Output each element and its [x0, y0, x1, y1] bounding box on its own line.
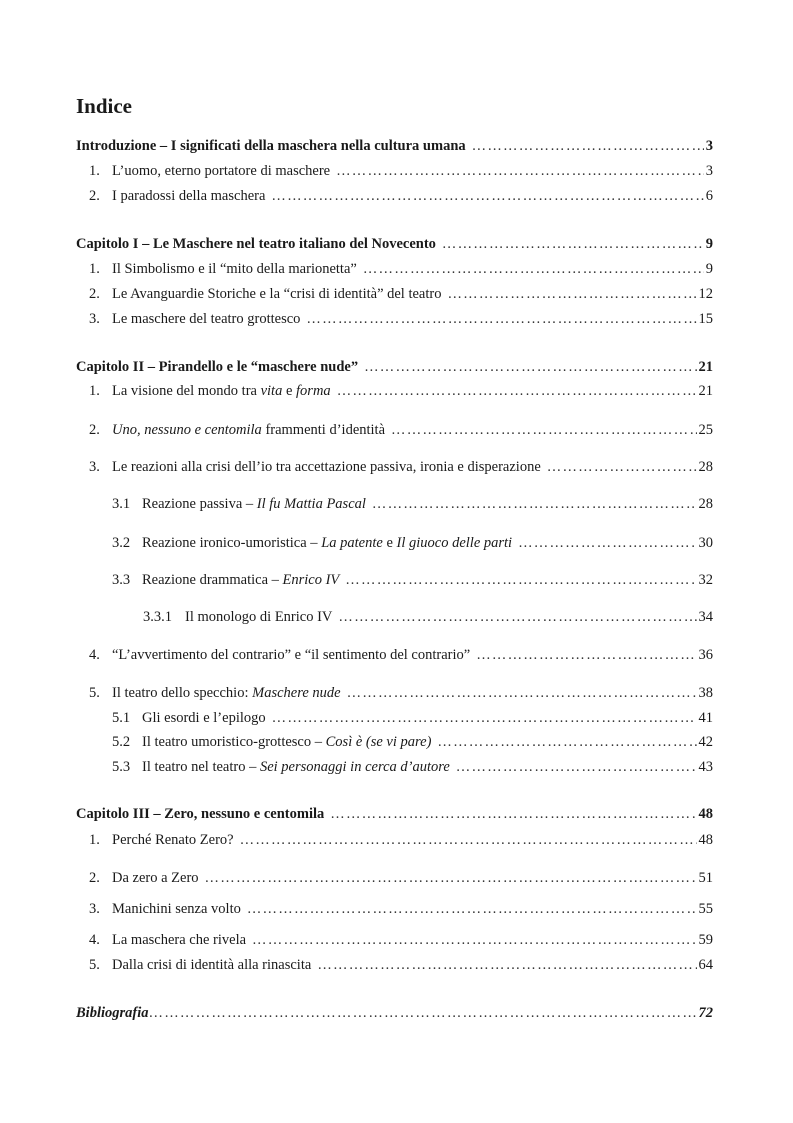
toc-entry-title: Il teatro nel teatro – Sei personaggi in cerca d’autore [142, 759, 450, 775]
toc-entry[interactable] [89, 645, 713, 665]
toc-entry[interactable] [89, 420, 713, 440]
toc-entry-title: La visione del mondo tra vita e forma [112, 383, 331, 399]
toc-entry[interactable] [89, 259, 713, 279]
toc-entry[interactable] [89, 955, 713, 975]
toc-entry-number: 4. [89, 932, 100, 948]
toc-chapter-2[interactable] [76, 357, 713, 377]
toc-page-number: 43 [698, 759, 713, 775]
toc-entry-number: 4. [89, 647, 100, 663]
toc-entry[interactable] [89, 284, 713, 304]
dot-leader [330, 804, 696, 824]
toc-entry[interactable] [143, 607, 713, 627]
dot-leader [205, 868, 697, 888]
toc-page-number: 28 [698, 459, 713, 475]
toc-entry[interactable] [112, 570, 713, 590]
toc-chapter-3[interactable] [76, 804, 713, 824]
toc-entry[interactable] [89, 161, 713, 181]
toc-entry-number: 2. [89, 188, 100, 204]
toc-entry-title: “L’avvertimento del contrario” e “il sentimento del contrario” [112, 647, 471, 663]
toc-page-number: 9 [705, 236, 713, 252]
dot-leader [317, 955, 696, 975]
toc-entry-number: 3.1 [112, 496, 131, 512]
toc-page-number: 21 [698, 383, 713, 399]
toc-page-number: 41 [698, 710, 713, 726]
toc-entry-title: Il Simbolismo e il “mito della marionetta” [112, 261, 357, 277]
toc-entry-title: L’uomo, eterno portatore di maschere [112, 163, 331, 179]
dot-leader [347, 683, 697, 703]
toc-entry[interactable] [112, 757, 713, 777]
dot-leader [476, 645, 696, 665]
toc-entry[interactable] [89, 309, 713, 329]
toc-page-number: 25 [698, 422, 713, 438]
toc-page-number: 6 [705, 188, 713, 204]
toc-entry-title: Gli esordi e l’epilogo [142, 710, 266, 726]
dot-leader [518, 533, 696, 553]
dot-leader [391, 420, 696, 440]
toc-entry-number: 3.3 [112, 572, 131, 588]
toc-entry[interactable] [112, 533, 713, 553]
dot-leader [472, 136, 704, 156]
toc-entry-number: 3. [89, 311, 100, 327]
toc-entry-title: Bibliografia [76, 1005, 149, 1021]
toc-page-number: 51 [698, 870, 713, 886]
toc-entry-number: 3.3.1 [143, 609, 172, 625]
toc-entry[interactable] [89, 899, 713, 919]
dot-leader [272, 708, 697, 728]
toc-page-number: 28 [698, 496, 713, 512]
toc-page-number: 15 [698, 311, 713, 327]
toc-entry-title: Capitolo III – Zero, nessuno e centomila [76, 806, 325, 822]
toc-entry-title: Le reazioni alla crisi dell’io tra accettazione passiva, ironia e disperazione [112, 459, 541, 475]
toc-page-number: 72 [698, 1005, 713, 1021]
toc-page-number: 48 [698, 806, 713, 822]
dot-leader [345, 570, 696, 590]
dot-leader [447, 284, 696, 304]
dot-leader [336, 161, 704, 181]
toc-entry-number: 5.3 [112, 759, 131, 775]
dot-leader [247, 899, 697, 919]
toc-entry-number: 1. [89, 832, 100, 848]
toc-page-number: 30 [698, 535, 713, 551]
dot-leader [149, 1003, 697, 1023]
toc-page-number: 42 [698, 734, 713, 750]
toc-entry-title: Le maschere del teatro grottesco [112, 311, 301, 327]
toc-entry[interactable] [89, 830, 713, 850]
dot-leader [338, 607, 696, 627]
toc-entry-title: Da zero a Zero [112, 870, 199, 886]
toc-entry[interactable] [112, 494, 713, 514]
dot-leader [306, 309, 696, 329]
toc-chapter-1[interactable] [76, 234, 713, 254]
toc-chapter-introduzione[interactable] [76, 136, 713, 156]
toc-entry-title: Le Avanguardie Storiche e la “crisi di identità” del teatro [112, 286, 442, 302]
toc-page-number: 48 [698, 832, 713, 848]
dot-leader [240, 830, 697, 850]
toc-page-number: 32 [698, 572, 713, 588]
toc-entry-number: 3. [89, 901, 100, 917]
page-title: Indice [76, 94, 133, 118]
toc-entry-title: Capitolo II – Pirandello e le “maschere nude” [76, 359, 359, 375]
toc-entry[interactable] [89, 930, 713, 950]
dot-leader [442, 234, 704, 254]
dot-leader [271, 186, 703, 206]
toc-page-number: 36 [698, 647, 713, 663]
toc-page-number: 64 [698, 957, 713, 973]
toc-entry-number: 3. [89, 459, 100, 475]
toc-entry-title: Manichini senza volto [112, 901, 241, 917]
toc-bibliografia[interactable] [76, 1003, 713, 1023]
toc-page-number: 9 [705, 261, 713, 277]
toc-entry-title: Capitolo I – Le Maschere nel teatro italiano del Novecento [76, 236, 436, 252]
toc-entry-number: 3.2 [112, 535, 131, 551]
toc-entry-title: La maschera che rivela [112, 932, 247, 948]
toc-entry-number: 5. [89, 685, 100, 701]
toc-entry-number: 1. [89, 383, 100, 399]
toc-entry-title: Il monologo di Enrico IV [185, 609, 333, 625]
toc-page-number: 34 [698, 609, 713, 625]
toc-entry[interactable] [89, 381, 713, 401]
toc-entry-title: Perché Renato Zero? [112, 832, 234, 848]
toc-page-number: 38 [698, 685, 713, 701]
toc-entry-title: Il teatro umoristico-grottesco – Così è (se vi pare) [142, 734, 432, 750]
toc-entry-title: Introduzione – I significati della maschera nella cultura umana [76, 138, 466, 154]
toc-entry[interactable] [89, 683, 713, 703]
dot-leader [252, 930, 696, 950]
toc-page-number: 59 [698, 932, 713, 948]
toc-entry-number: 1. [89, 261, 100, 277]
toc-entry[interactable] [112, 708, 713, 728]
toc-page-number: 3 [705, 163, 713, 179]
toc-entry[interactable] [89, 457, 713, 477]
toc-page-number: 55 [698, 901, 713, 917]
dot-leader [372, 494, 697, 514]
toc-entry-number: 2. [89, 870, 100, 886]
toc-entry-number: 5.1 [112, 710, 131, 726]
toc-entry[interactable] [89, 186, 713, 206]
dot-leader [437, 732, 696, 752]
dot-leader [456, 757, 697, 777]
toc-entry-title: Reazione drammatica – Enrico IV [142, 572, 340, 588]
toc-entry-title: Reazione passiva – Il fu Mattia Pascal [142, 496, 366, 512]
dot-leader [337, 381, 697, 401]
toc-entry-title: Reazione ironico-umoristica – La patente e Il giuoco delle parti [142, 535, 513, 551]
toc-entry-title: Uno, nessuno e centomila frammenti d’identità [112, 422, 386, 438]
toc-page-number: 21 [698, 359, 713, 375]
toc-entry[interactable] [112, 732, 713, 752]
toc-entry[interactable] [89, 868, 713, 888]
toc-entry-number: 1. [89, 163, 100, 179]
toc-entry-number: 5.2 [112, 734, 131, 750]
toc-entry-number: 2. [89, 422, 100, 438]
dot-leader [547, 457, 697, 477]
toc-page-number: 3 [705, 138, 713, 154]
toc-page-number: 12 [698, 286, 713, 302]
toc-entry-title: Il teatro dello specchio: Maschere nude [112, 685, 341, 701]
toc-entry-number: 5. [89, 957, 100, 973]
toc-entry-title: I paradossi della maschera [112, 188, 266, 204]
toc-entry-number: 2. [89, 286, 100, 302]
dot-leader [363, 259, 704, 279]
toc-entry-title: Dalla crisi di identità alla rinascita [112, 957, 312, 973]
dot-leader [364, 357, 696, 377]
